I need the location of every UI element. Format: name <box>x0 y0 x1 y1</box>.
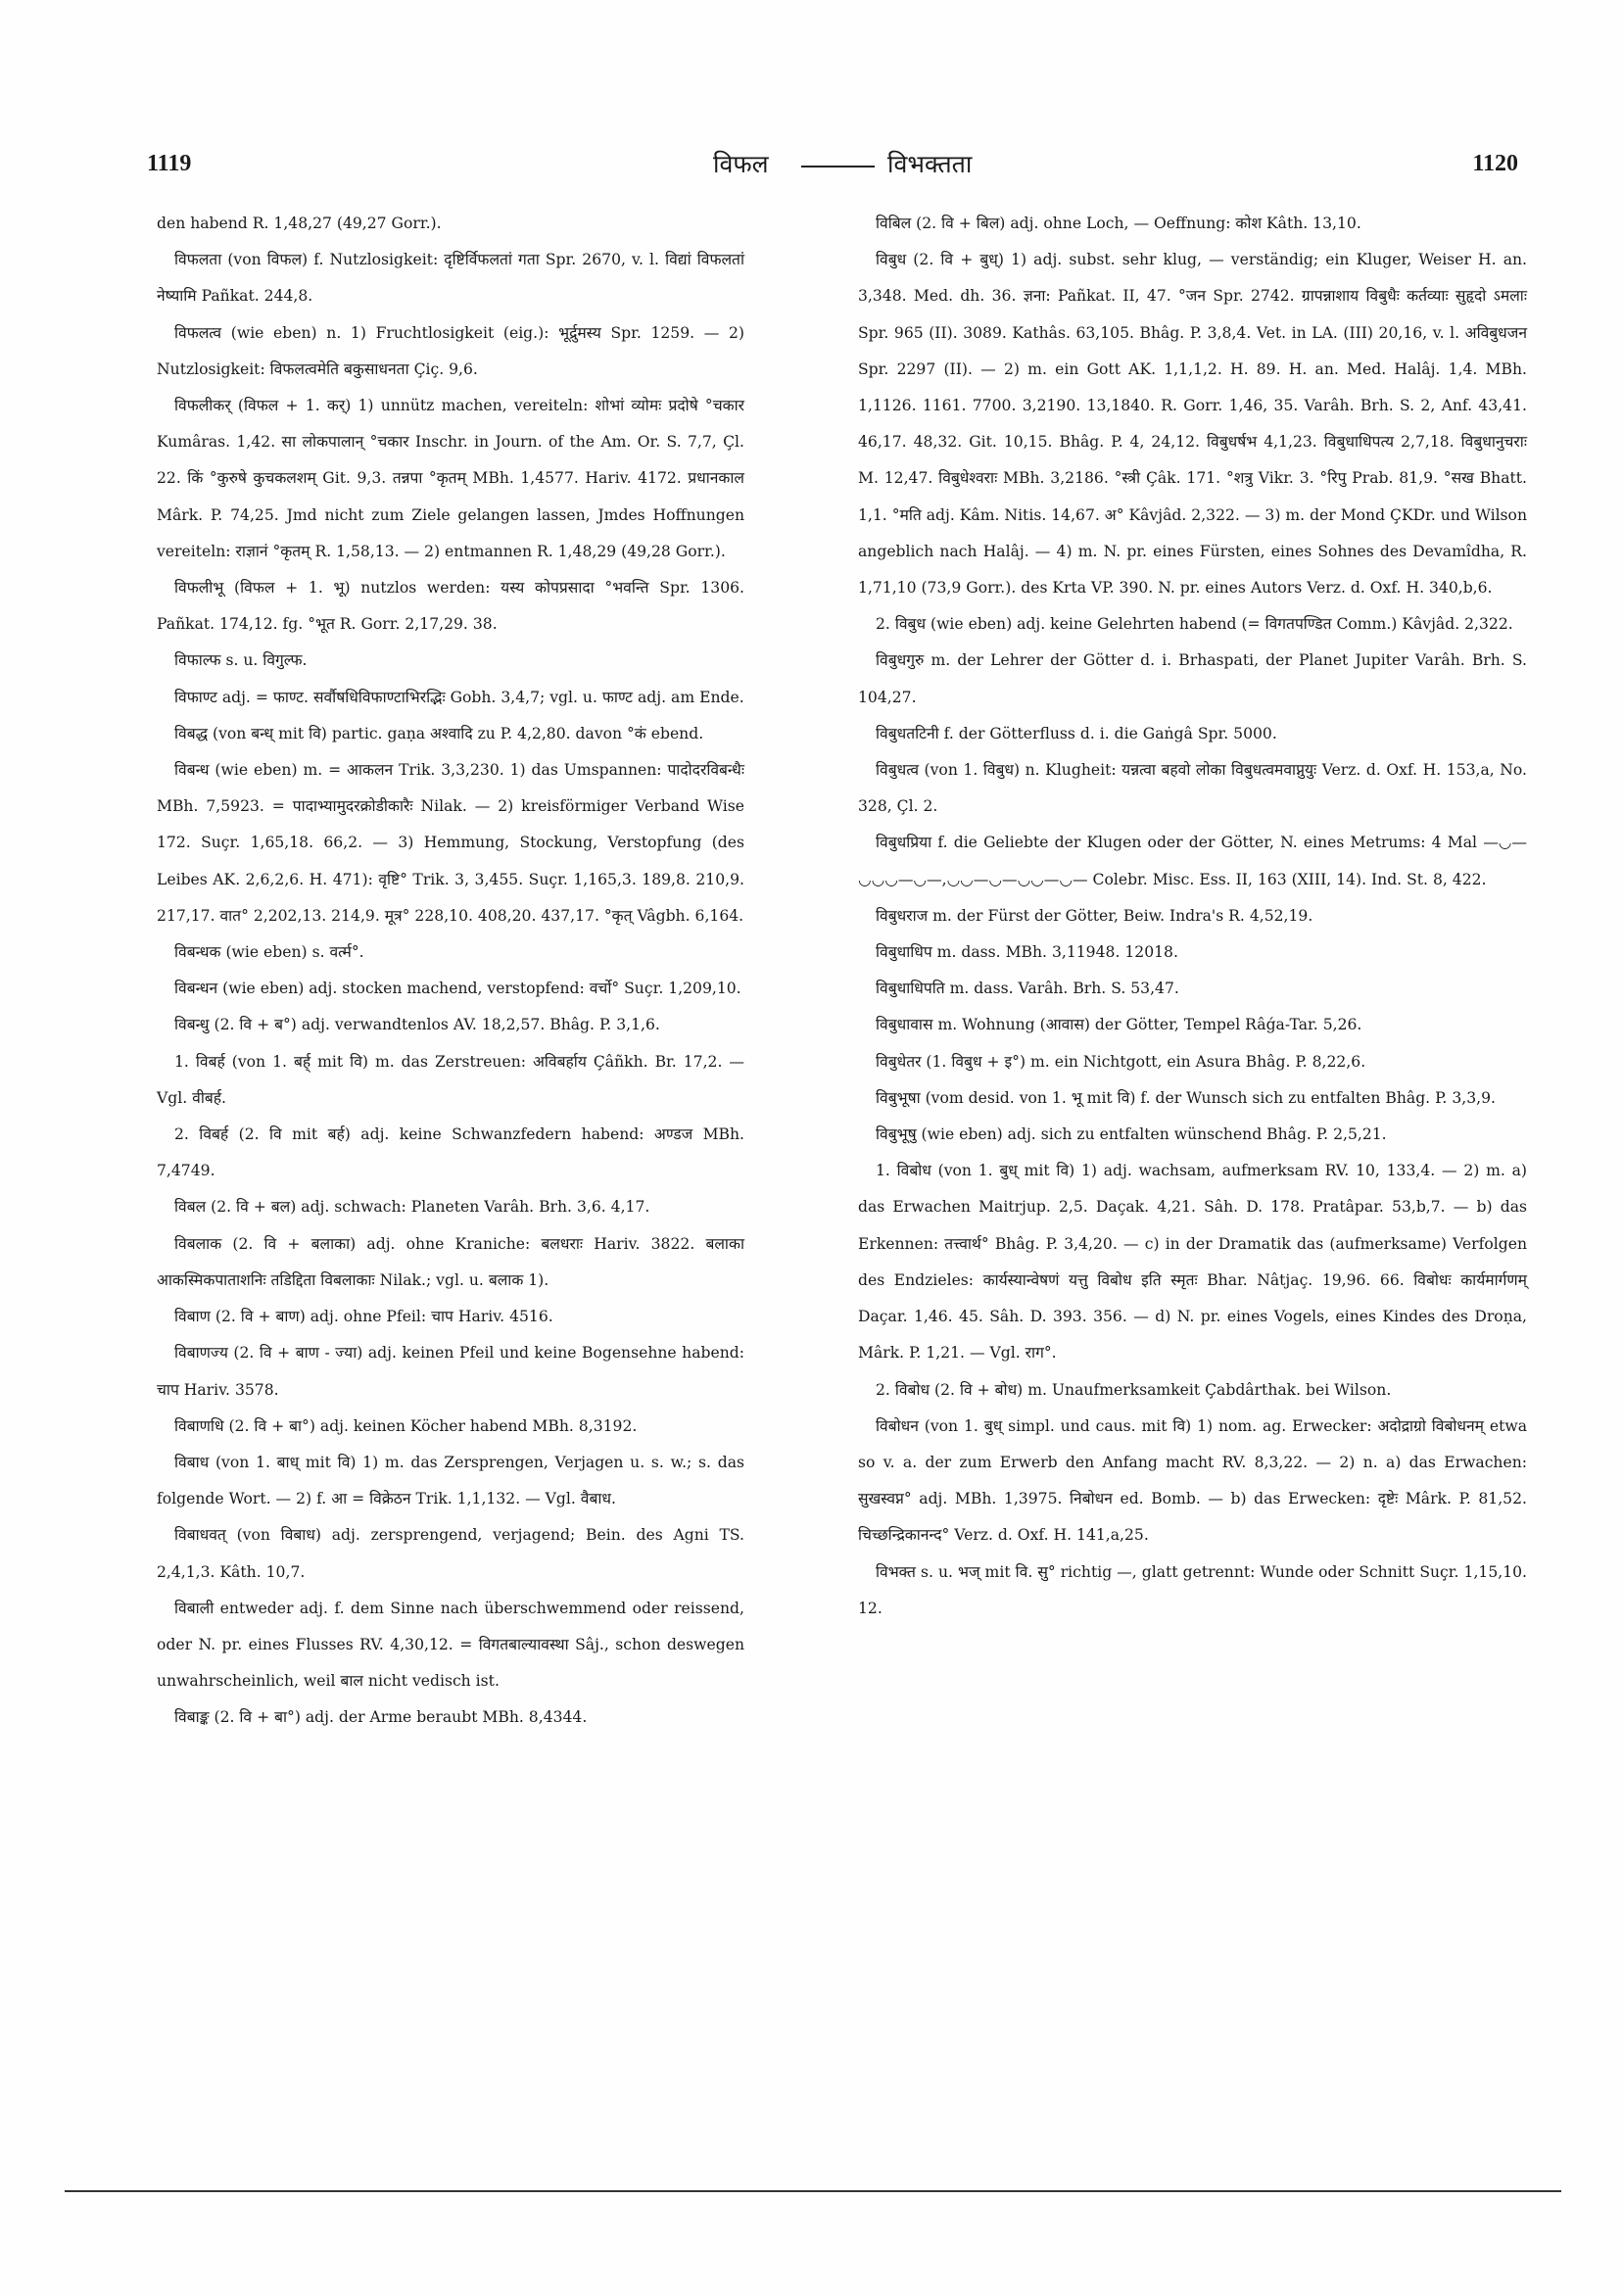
dictionary-entry: विबुधावास m. Wohnung (आवास) der Götter, Tempel Râǵa-Tar. 5,26. <box>876 1016 1362 1034</box>
dictionary-entry: विबोधन (von 1. बुध् simpl. und caus. mit वि) 1) nom. ag. Erwecker: अदोद्राग्रो विबोधनम् etwa so v. a. der zum Erwerb den Anfang macht RV. 8,3,22. — 2) n. a) das Erwachen: सुखस्वप्न° adj. MBh. 1,3975. निबोधन ed. Bomb. — b) das Erwecken: दृष्टेः Mârk. P. 81,52. चिच्छन्द्रिकानन्द° Verz. d. Oxf. H. 141,a,25. <box>858 1416 1527 1545</box>
right-column <box>858 206 1527 1627</box>
dictionary-entry: den habend R. 1,48,27 (49,27 Gorr.). <box>157 215 442 232</box>
dictionary-entry: 1. विबोध (von 1. बुध् mit वि) 1) adj. wachsam, aufmerksam RV. 10, 133,4. — 2) m. a) das Erwachen Maitrjup. 2,5. Daçak. 4,21. Sâh. D. 178. Pratâpar. 53,b,7. — b) das Erkennen: तत्त्वार्थ° Bhâg. P. 3,4,20. — c) in der Dramatik das (aufmerksame) Verfolgen des Endzieles: कार्यस्यान्वेषणं यत्तु विबोध इति स्मृतः Bhar. Nâtjaç. 19,96. 66. विबोधः कार्यमार्गणम् Daçar. 1,46. 45. Sâh. D. 393. 356. — d) N. pr. eines Vogels, eines Kindes des Droṇa, Mârk. P. 1,21. — Vgl. राग°. <box>858 1162 1527 1363</box>
dictionary-entry: विबाध (von 1. बाध् mit वि) 1) m. das Zersprengen, Verjagen u. s. w.; s. das folgende Wort. — 2) f. आ = विक्रेठन Trik. 1,1,132. — Vgl. वैबाध. <box>157 1453 744 1508</box>
dictionary-entry: विबुधाधिपति m. dass. Varâh. Brh. S. 53,47. <box>876 980 1179 998</box>
headword-left: विफल <box>713 150 769 178</box>
dictionary-entry: विबुधराज m. der Fürst der Götter, Beiw. Indra's R. 4,52,19. <box>876 906 1313 925</box>
dictionary-entry: विबन्ध (wie eben) m. = आकलन Trik. 3,3,230. 1) das Umspannen: पादोदरविबन्धैः MBh. 7,5923. = पादाभ्यामुदरक्रोडीकारैः Nilak. — 2) kreisförmiger Verband Wise 172. Suçr. 1,65,18. 66,2. — 3) Hemmung, Stockung, Verstopfung (des Leibes AK. 2,6,2,6. H. 471): वृष्टि° Trik. 3, 3,455. Suçr. 1,165,3. 189,8. 210,9. 217,17. वात° 2,202,13. 214,9. मूत्र° 228,10. 408,20. 437,17. °कृत् Vâgbh. 6,164. <box>157 761 744 925</box>
dictionary-entry: विबुधतटिनी f. der Götterfluss d. i. die Gaṅgâ Spr. 5000. <box>876 724 1277 742</box>
dictionary-entry: विबुधेतर (1. विबुध + इ°) m. ein Nichtgott, ein Asura Bhâg. P. 8,22,6. <box>876 1052 1366 1071</box>
dictionary-entry: विफलता (von विफल) f. Nutzlosigkeit: दृष्टिर्विफलतां गता Spr. 2670, v. l. विद्यां विफलतां नेष्यामि Pañkat. 244,8. <box>157 251 744 306</box>
page-header <box>0 147 1622 190</box>
dictionary-entry: विबाली entweder adj. f. dem Sinne nach überschwemmend oder reissend, oder N. pr. eines Flusses RV. 4,30,12. = विगतबाल्यावस्था Sâj., schon deswegen unwahrscheinlich, weil बाल nicht vedisch ist. <box>157 1599 744 1691</box>
dictionary-entry: विबुभूषु (wie eben) adj. sich zu entfalten wünschend Bhâg. P. 2,5,21. <box>876 1125 1387 1144</box>
headword-right: विभक्तता <box>887 150 973 178</box>
dictionary-entry: विफलीभू (विफल + 1. भू) nutzlos werden: यस्य कोपप्रसादा °भवन्ति Spr. 1306. Pañkat. 174,12. fg. °भूत R. Gorr. 2,17,29. 38. <box>157 579 744 634</box>
dictionary-entry: विबुधगुरु m. der Lehrer der Götter d. i. Brhaspati, der Planet Jupiter Varâh. Brh. S. 104,27. <box>858 651 1527 706</box>
page-number-left: 1119 <box>147 151 192 176</box>
dictionary-entry: विबुभूषा (vom desid. von 1. भू mit वि) f. der Wunsch sich zu entfalten Bhâg. P. 3,3,9. <box>876 1088 1496 1107</box>
dictionary-entry: 2. विबर्ह (2. वि mit बर्ह) adj. keine Schwanzfedern habend: अण्डज MBh. 7,4749. <box>157 1125 744 1180</box>
header-dash <box>801 166 875 167</box>
dictionary-entry: विबल (2. वि + बल) adj. schwach: Planeten Varâh. Brh. 3,6. 4,17. <box>174 1198 650 1217</box>
dictionary-entry: विबद्ध (von बन्ध् mit वि) partic. gaṇa अश्वादि zu P. 4,2,80. davon °कं ebend. <box>174 724 704 742</box>
dictionary-entry: विबुधाधिप m. dass. MBh. 3,11948. 12018. <box>876 943 1178 962</box>
dictionary-entry: 2. विबुध (wie eben) adj. keine Gelehrten habend (= विगतपण्डित Comm.) Kâvjâd. 2,322. <box>876 615 1513 634</box>
dictionary-entry: 2. विबोध (2. वि + बोध) m. Unaufmerksamkeit Çabdârthak. bei Wilson. <box>876 1380 1392 1399</box>
dictionary-entry: विबाणज्य (2. वि + बाण - ज्या) adj. keinen Pfeil und keine Bogensehne habend: चाप Hariv. 3578. <box>157 1344 744 1399</box>
dictionary-entry: विफलत्व (wie eben) n. 1) Fruchtlosigkeit (eig.): भूर्द्रुमस्य Spr. 1259. — 2) Nutzlosigkeit: विफलत्वमेति बकुसाधनता Çiç. 9,6. <box>157 323 744 378</box>
dictionary-entry: विबिल (2. वि + बिल) adj. ohne Loch, — Oeffnung: कोश Kâth. 13,10. <box>876 215 1361 232</box>
dictionary-entry: विफाल्फ s. u. विगुल्फ. <box>174 651 308 670</box>
dictionary-entry: विबलाक (2. वि + बलाका) adj. ohne Kraniche: बलधराः Hariv. 3822. बलाका आकस्मिकपाताशनिः तडिद्दिता विबलाकाः Nilak.; vgl. u. बलाक 1). <box>157 1234 744 1289</box>
page-number-right: 1120 <box>1472 151 1518 176</box>
dictionary-entry: विबाधवत् (von विबाध) adj. zersprengend, verjagend; Bein. des Agni TS. 2,4,1,3. Kâth. 10,7. <box>157 1526 744 1581</box>
dictionary-entry: विबाणधि (2. वि + बा°) adj. keinen Köcher habend MBh. 8,3192. <box>174 1416 638 1435</box>
dictionary-entry: विफाण्ट adj. = फाण्ट. सर्वौषधिविफाण्टाभिरद्भिः Gobh. 3,4,7; vgl. u. फाण्ट adj. am Ende. <box>174 688 744 706</box>
dictionary-entry: विबन्धक (wie eben) s. वर्त्म°. <box>174 943 364 962</box>
dictionary-entry: विबाङ्क (2. वि + बा°) adj. der Arme beraubt MBh. 8,4344. <box>174 1708 588 1727</box>
dictionary-entry: विबुधत्व (von 1. विबुध) n. Klugheit: यन्नत्वा बहवो लोका विबुधत्वमवाप्नुयुः Verz. d. Oxf. H. 153,a, No. 328, Çl. 2. <box>858 761 1527 816</box>
dictionary-entry: विबाण (2. वि + बाण) adj. ohne Pfeil: चाप Hariv. 4516. <box>174 1308 553 1326</box>
bottom-rule <box>65 2190 1561 2192</box>
dictionary-entry: विभक्त s. u. भज् mit वि. सु° richtig —, glatt getrennt: Wunde oder Schnitt Suçr. 1,15,10. 12. <box>858 1562 1527 1617</box>
dictionary-entry: विबुधप्रिया f. die Geliebte der Klugen oder der Götter, N. eines Metrums: 4 Mal —◡—◡◡◡—◡—,◡◡—◡—◡◡—◡— Colebr. Misc. Ess. II, 163 (XIII, 14). Ind. St. 8, 422. <box>858 834 1527 888</box>
dictionary-entry: 1. विबर्ह (von 1. बर्ह् mit वि) m. das Zerstreuen: अविबर्हाय Çâñkh. Br. 17,2. — Vgl. वीबर्ह. <box>157 1052 744 1107</box>
dictionary-entry: विफलीकर् (विफल + 1. कर्) 1) unnütz machen, vereiteln: शोभां व्योमः प्रदोषे °चकार Kumâras. 1,42. सा लोकपालान् °चकार Inschr. in Journ. of the Am. Or. S. 7,7, Çl. 22. किं °कुरुषे कुचकलशम् Git. 9,3. तन्नपा °कृतम् MBh. 1,4577. Hariv. 4172. प्रधानकाल Mârk. P. 74,25. Jmd nicht zum Ziele gelangen lassen, Jmdes Hoffnungen vereiteln: राज्ञानं °कृतम् R. 1,58,13. — 2) entmannen R. 1,48,29 (49,28 Gorr.). <box>157 397 744 560</box>
dictionary-entry: विबन्धन (wie eben) adj. stocken machend, verstopfend: वर्चो° Suçr. 1,209,10. <box>174 980 741 998</box>
left-column <box>157 206 744 1737</box>
dictionary-entry: विबन्धु (2. वि + ब°) adj. verwandtenlos AV. 18,2,57. Bhâg. P. 3,1,6. <box>174 1016 660 1034</box>
dictionary-entry: विबुध (2. वि + बुध्) 1) adj. subst. sehr klug, — verständig; ein Kluger, Weiser H. an. 3,348. Med. dh. 36. ज्ञना: Pañkat. II, 47. °जन Spr. 2742. ग्रापन्नाशाय विबुधैः कर्तव्याः सुहृदो ऽमलाः Spr. 965 (II). 3089. Kathâs. 63,105. Bhâg. P. 3,8,4. Vet. in LA. (III) 20,16, v. l. अविबुधजन Spr. 2297 (II). — 2) m. ein Gott AK. 1,1,1,2. H. 89. H. an. Med. Halâj. 1,4. MBh. 1,1126. 1161. 7700. 3,2190. 13,1840. R. Gorr. 1,46, 35. Varâh. Brh. S. 2, Anf. 43,41. 46,17. 48,32. Git. 10,15. Bhâg. P. 4, 24,12. विबुधर्षभ 4,1,23. विबुधाधिपत्य 2,7,18. विबुधानुचराः M. 12,47. विबुधेश्वराः MBh. 3,2186. °स्त्री Çâk. 171. °शत्रु Vikr. 3. °रिपु Prab. 81,9. °सख Bhatt. 1,1. °मति adj. Kâm. Nitis. 14,67. अ° Kâvjâd. 2,322. — 3) m. der Mond ÇKDr. und Wilson angeblich nach Halâj. — 4) m. N. pr. eines Fürsten, eines Sohnes des Devamîdha, R. 1,71,10 (73,9 Gorr.). des Krta VP. 390. N. pr. eines Autors Verz. d. Oxf. H. 340,b,6. <box>858 251 1527 598</box>
